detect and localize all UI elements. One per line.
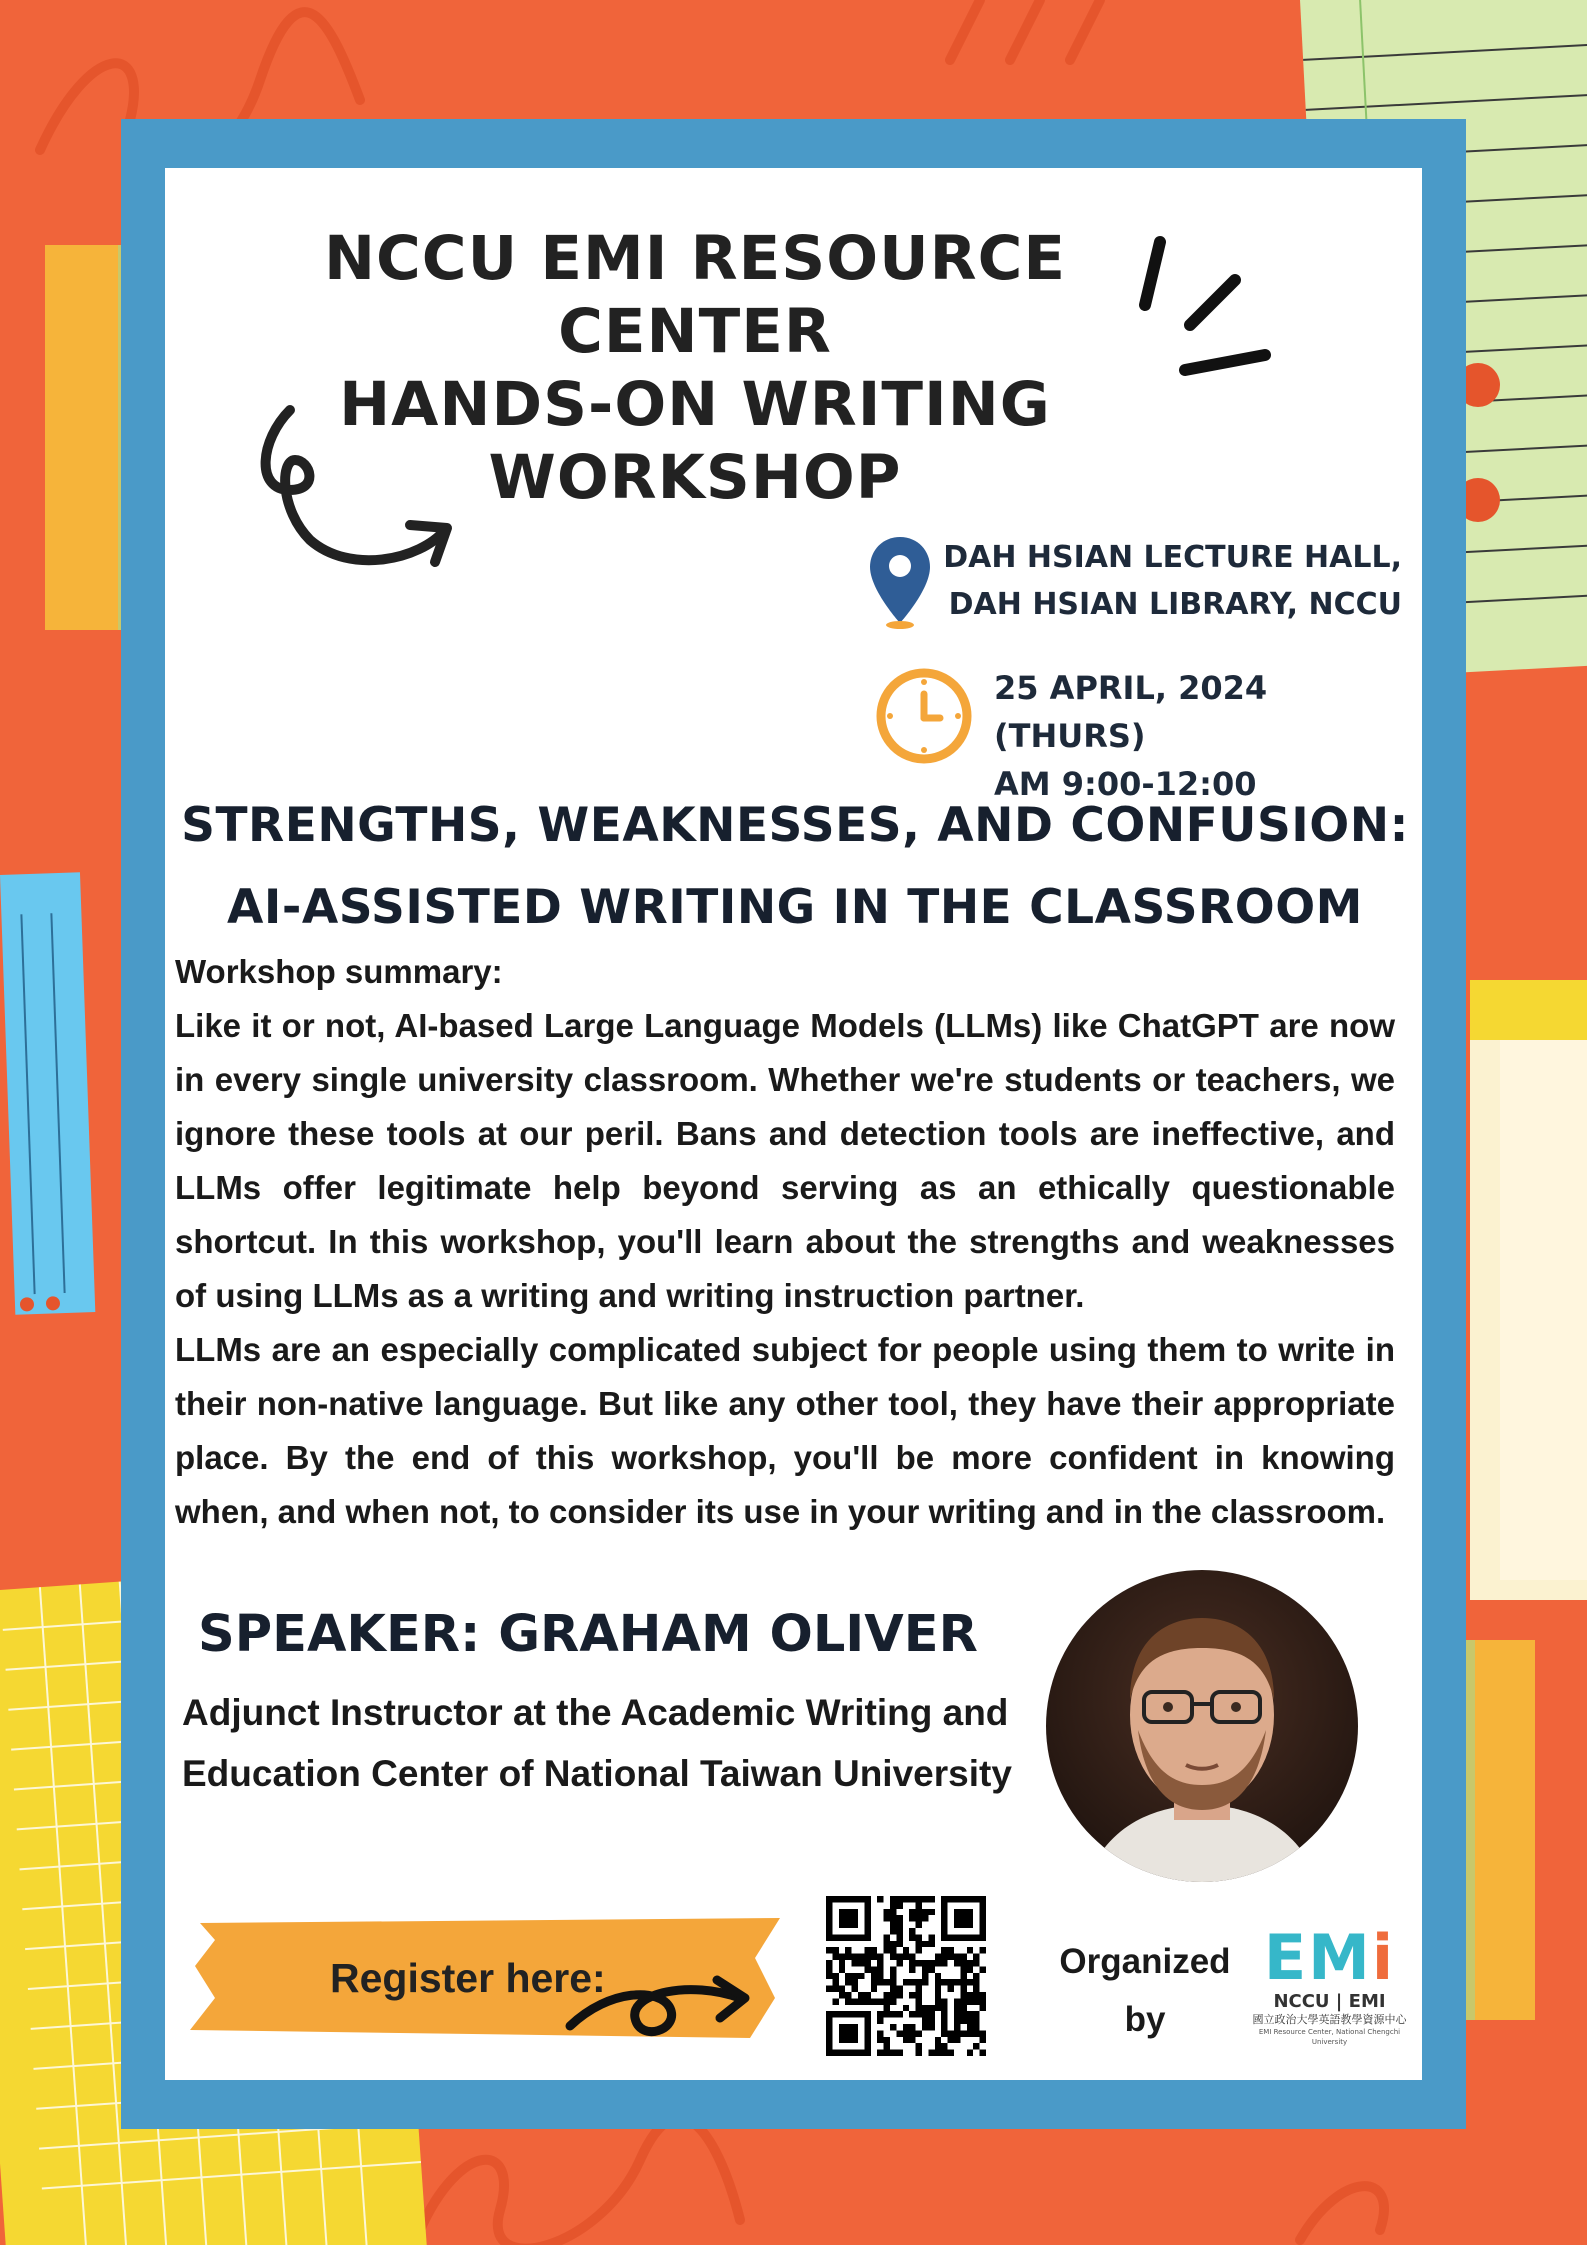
register-link[interactable]: Register here: bbox=[330, 1955, 606, 2001]
organizer-label bbox=[1040, 1933, 1250, 2049]
summary-paragraph-2: LLMs are an especially complicated subject for people using them to write in their non-native language. But like any other tool, they have their appropriate place. By the end of this workshop, you'll be more confident in knowing when, and when not, to consider its use in your writing and in the classroom. bbox=[175, 1331, 1395, 1530]
summary-paragraph-1: Like it or not, AI-based Large Language Models (LLMs) like ChatGPT are now in every single university classroom. Whether we're students or teachers, we ignore these tools at our peril. Bans and detection tools are ineffective, and LLMs offer legitimate help beyond serving as an ethically questionable shortcut. In this workshop, you'll learn about the strengths and weaknesses of using LLMs as a writing and writing instruction partner. bbox=[175, 1007, 1395, 1314]
title-line: HANDS-ON WRITING bbox=[339, 369, 1051, 440]
emi-logo bbox=[1242, 1921, 1417, 2050]
heading-line: STRENGTHS, WEAKNESSES, AND CONFUSION: bbox=[181, 798, 1409, 853]
workshop-heading bbox=[175, 785, 1415, 949]
date-line: 25 APRIL, 2024 (THURS) bbox=[994, 669, 1268, 755]
clock-icon bbox=[876, 668, 972, 764]
emi-logo-letters: EM bbox=[1263, 1921, 1372, 1994]
organizer-line: Organized bbox=[1059, 1942, 1231, 1981]
location-line: DAH HSIAN LECTURE HALL, bbox=[943, 540, 1402, 575]
summary-label: Workshop summary: bbox=[175, 953, 503, 990]
emi-logo-chinese: 國立政治大學英語教學資源中心 bbox=[1252, 2013, 1407, 2026]
title-line: WORKSHOP bbox=[488, 442, 902, 513]
sparkle-lines-icon bbox=[1130, 230, 1280, 380]
location-line: DAH HSIAN LIBRARY, NCCU bbox=[948, 587, 1402, 622]
time-line: AM 9:00-12:00 bbox=[994, 765, 1257, 803]
role-line: Education Center of National Taiwan University bbox=[182, 1753, 1012, 1794]
speaker-photo bbox=[1046, 1570, 1358, 1882]
workshop-summary bbox=[175, 945, 1395, 1539]
emi-logo-accent: i bbox=[1371, 1921, 1396, 1994]
emi-logo-mark bbox=[1242, 1921, 1417, 1994]
arrow-doodle-icon bbox=[250, 400, 460, 580]
qr-code-icon[interactable] bbox=[826, 1896, 986, 2056]
location-text bbox=[920, 534, 1402, 628]
speaker-role bbox=[182, 1682, 1062, 1804]
role-line: Adjunct Instructor at the Academic Writing and bbox=[182, 1692, 1009, 1733]
title-line: NCCU EMI RESOURCE CENTER bbox=[323, 223, 1067, 367]
heading-line: AI-ASSISTED WRITING IN THE CLASSROOM bbox=[227, 880, 1363, 935]
emi-logo-sub: NCCU | EMI bbox=[1273, 1991, 1386, 2012]
speaker-name: SPEAKER: GRAHAM OLIVER bbox=[198, 1605, 978, 1664]
organizer-line: by bbox=[1124, 2000, 1166, 2039]
emi-logo-english: EMI Resource Center, National Chengchi University bbox=[1258, 2028, 1401, 2046]
